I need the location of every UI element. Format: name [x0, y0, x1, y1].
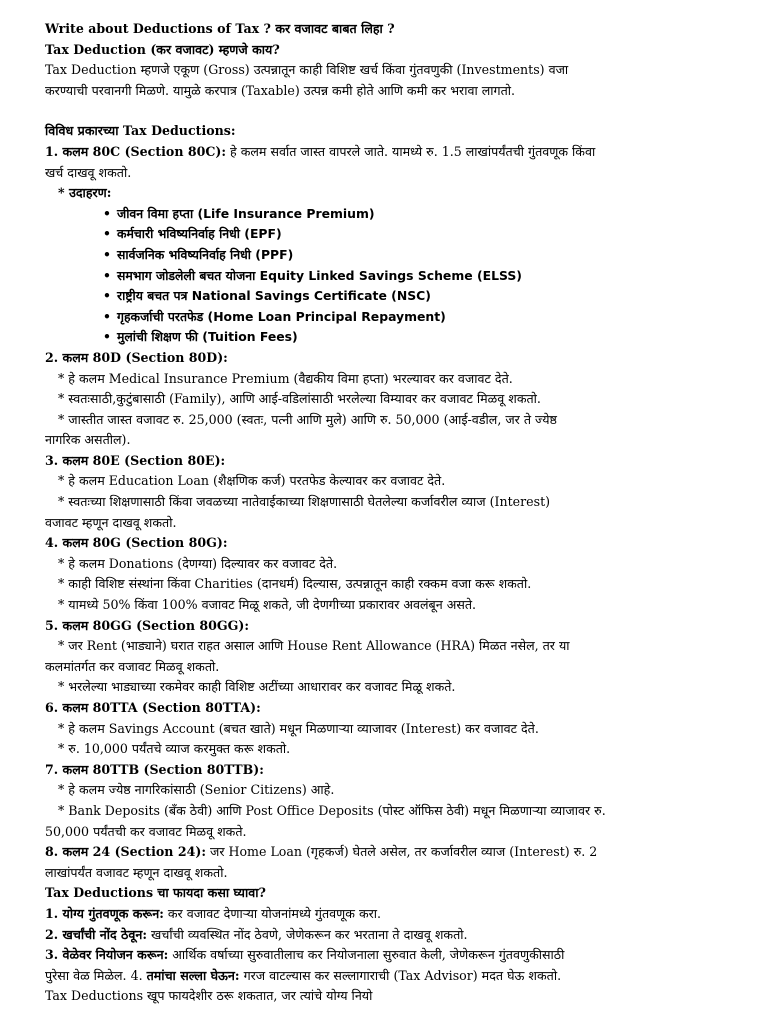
bullet-icon: • — [103, 246, 111, 262]
tip-heading: 1. योग्य गुंतवणूक करून: — [45, 905, 164, 921]
types-heading: विविध प्रकारच्या Tax Deductions: — [45, 123, 236, 139]
tip-text: गरज वाटल्यास कर सल्लागाराची (Tax Advisor) मदत घेऊ शकतो. — [239, 967, 562, 983]
list-item: • गृहकर्जाची परतफेड (Home Loan Principal Repayment) — [45, 307, 744, 328]
section-80c-text: हे कलम सर्वात जास्त वापरले जाते. यामध्ये रु. 1.5 लाखांपर्यंतची गुंतवणूक किंवा — [226, 143, 596, 159]
examples-label: * उदाहरण: — [58, 185, 112, 201]
tip-heading: 2. खर्चांची नोंद ठेवून: — [45, 926, 148, 942]
bullet-icon: • — [103, 329, 111, 345]
section-80ttb-point: * Bank Deposits (बँक ठेवी) आणि Post Office Deposits (पोस्ट ऑफिस ठेवी) मधून मिळणाऱ्या व्याजावर रु. — [58, 802, 606, 818]
tip-item — [45, 925, 744, 946]
tip-text: पुरेसा वेळ मिळेल. 4. — [45, 967, 147, 983]
tip-item — [45, 945, 744, 966]
intro-line-2: करण्याची परवानगी मिळणे. यामुळे करपात्र (Taxable) उत्पन्न कमी होते आणि कमी कर भरावा लागतो. — [45, 82, 516, 98]
section-80d-heading: 2. कलम 80D (Section 80D): — [45, 349, 228, 365]
section-80ttb-heading: 7. कलम 80TTB (Section 80TTB): — [45, 761, 264, 777]
section-24-text: जर Home Loan (गृहकर्ज) घेतले असेल, तर कर्जावरील व्याज (Interest) रु. 2 — [205, 844, 598, 860]
list-item: • समभाग जोडलेली बचत योजना Equity Linked Savings Scheme (ELSS) — [45, 266, 744, 287]
tip-text: कर वजावट देणाऱ्या योजनांमध्ये गुंतवणूक करा. — [163, 905, 382, 921]
benefit-heading: Tax Deductions चा फायदा कसा घ्यावा? — [45, 885, 266, 901]
section-80gg-point: * जर Rent (भाड्याने) घरात राहत असाल आणि House Rent Allowance (HRA) मिळत नसेल, तर या — [58, 638, 570, 654]
section-80gg-point: * भरलेल्या भाड्याच्या रकमेवर काही विशिष्ट अटींच्या आधारावर कर वजावट मिळू शकते. — [58, 679, 456, 695]
section-80e-point: * हे कलम Education Loan (शैक्षणिक कर्ज) परतफेड केल्यावर कर वजावट देते. — [58, 473, 446, 489]
tip-item-cont — [45, 966, 744, 987]
section-80gg-point-cont: कलमांतर्गत कर वजावट मिळवू शकतो. — [45, 658, 220, 674]
section-80d-point: * स्वतःसाठी,कुटुंबासाठी (Family), आणि आई-वडिलांसाठी भरलेल्या विम्यावर कर वजावट मिळवू शकतो. — [58, 391, 541, 407]
bullet-icon: • — [103, 226, 111, 242]
section-80g-point: * हे कलम Donations (देणग्या) दिल्यावर कर वजावट देते. — [58, 555, 338, 571]
tip-item — [45, 904, 744, 925]
bullet-icon: • — [103, 267, 111, 283]
section-80d-point: * हे कलम Medical Insurance Premium (वैद्यकीय विमा हप्ता) भरल्यावर कर वजावट देते. — [58, 370, 513, 386]
tip-heading: 3. वेळेवर नियोजन करून: — [45, 947, 169, 963]
section-80g-point: * यामध्ये 50% किंवा 100% वजावट मिळू शकते, जी देणगीच्या प्रकारावर अवलंबून असते. — [58, 597, 477, 613]
spacer — [45, 101, 744, 121]
section-80tta-point: * हे कलम Savings Account (बचत खाते) मधून मिळणाऱ्या व्याजावर (Interest) कर वजावट देते. — [58, 720, 539, 736]
section-80g-heading: 4. कलम 80G (Section 80G): — [45, 535, 228, 551]
section-80d-point: * जास्तीत जास्त वजावट रु. 25,000 (स्वतः, पत्नी आणि मुले) आणि रु. 50,000 (आई-वडील, जर ते ज्येष्ठ — [58, 411, 557, 427]
section-80tta-heading: 6. कलम 80TTA (Section 80TTA): — [45, 700, 261, 715]
section-80e-point-cont: वजावट म्हणून दाखवू शकतो. — [45, 514, 177, 530]
section-24-line-2: लाखांपर्यंत वजावट म्हणून दाखवू शकतो. — [45, 864, 228, 880]
section-80tta-point: * रु. 10,000 पर्यंतचे व्याज करमुक्त करू शकतो. — [58, 741, 291, 757]
section-80c-line-2: खर्च दाखवू शकतो. — [45, 164, 132, 180]
bullet-icon: • — [103, 308, 111, 324]
section-80e-heading: 3. कलम 80E (Section 80E): — [45, 452, 226, 468]
section-24-line — [45, 842, 744, 863]
closing-line: Tax Deductions खूप फायदेशीर ठरू शकतात, जर त्यांचे योग्य नियो — [45, 988, 373, 1004]
section-80c-line — [45, 142, 744, 163]
list-item: • सार्वजनिक भविष्यनिर्वाह निधी (PPF) — [45, 245, 744, 266]
list-item: • राष्ट्रीय बचत पत्र National Savings Certificate (NSC) — [45, 286, 744, 307]
section-80g-point: * काही विशिष्ट संस्थांना किंवा Charities (दानधर्म) दिल्यास, उत्पन्नातून काही रक्कम वजा करू शकतो. — [58, 576, 532, 592]
section-80ttb-point: * हे कलम ज्येष्ठ नागरिकांसाठी (Senior Citizens) आहे. — [58, 782, 335, 798]
examples-list — [45, 204, 744, 348]
list-item: • जीवन विमा हप्ता (Life Insurance Premium) — [45, 204, 744, 225]
tip-text: खर्चांची व्यवस्थित नोंद ठेवणे, जेणेकरून कर भरताना ते दाखवू शकतो. — [147, 926, 468, 942]
section-80gg-heading: 5. कलम 80GG (Section 80GG): — [45, 617, 249, 633]
section-80ttb-point-cont: 50,000 पर्यंतची कर वजावट मिळवू शकते. — [45, 823, 247, 839]
section-80d-point-cont: नागरिक असतील). — [45, 432, 131, 448]
question-heading: Tax Deduction (कर वजावट) म्हणजे काय? — [45, 41, 280, 57]
intro-line-1: Tax Deduction म्हणजे एकूण (Gross) उत्पन्नातून काही विशिष्ट खर्च किंवा गुंतवणुकी (Investments) वजा — [45, 62, 569, 78]
bullet-icon: • — [103, 205, 111, 221]
list-item: • मुलांची शिक्षण फी (Tuition Fees) — [45, 327, 744, 348]
document-title: Write about Deductions of Tax ? कर वजावट बाबत लिहा ? — [45, 21, 395, 36]
tip-text: आर्थिक वर्षाच्या सुरुवातीलाच कर नियोजनाला सुरुवात केली, जेणेकरून गुंतवणुकीसाठी — [168, 947, 565, 963]
tip-heading: तमांचा सल्ला घेऊन: — [146, 967, 240, 983]
section-80c-heading: 1. कलम 80C (Section 80C): — [45, 143, 227, 159]
list-item: • कर्मचारी भविष्यनिर्वाह निधी (EPF) — [45, 224, 744, 245]
bullet-icon: • — [103, 288, 111, 304]
section-80e-point: * स्वतःच्या शिक्षणासाठी किंवा जवळच्या नातेवाईकाच्या शिक्षणासाठी घेतलेल्या कर्जावरील व्याज (Interest) — [58, 494, 551, 510]
section-24-heading: 8. कलम 24 (Section 24): — [45, 844, 206, 860]
